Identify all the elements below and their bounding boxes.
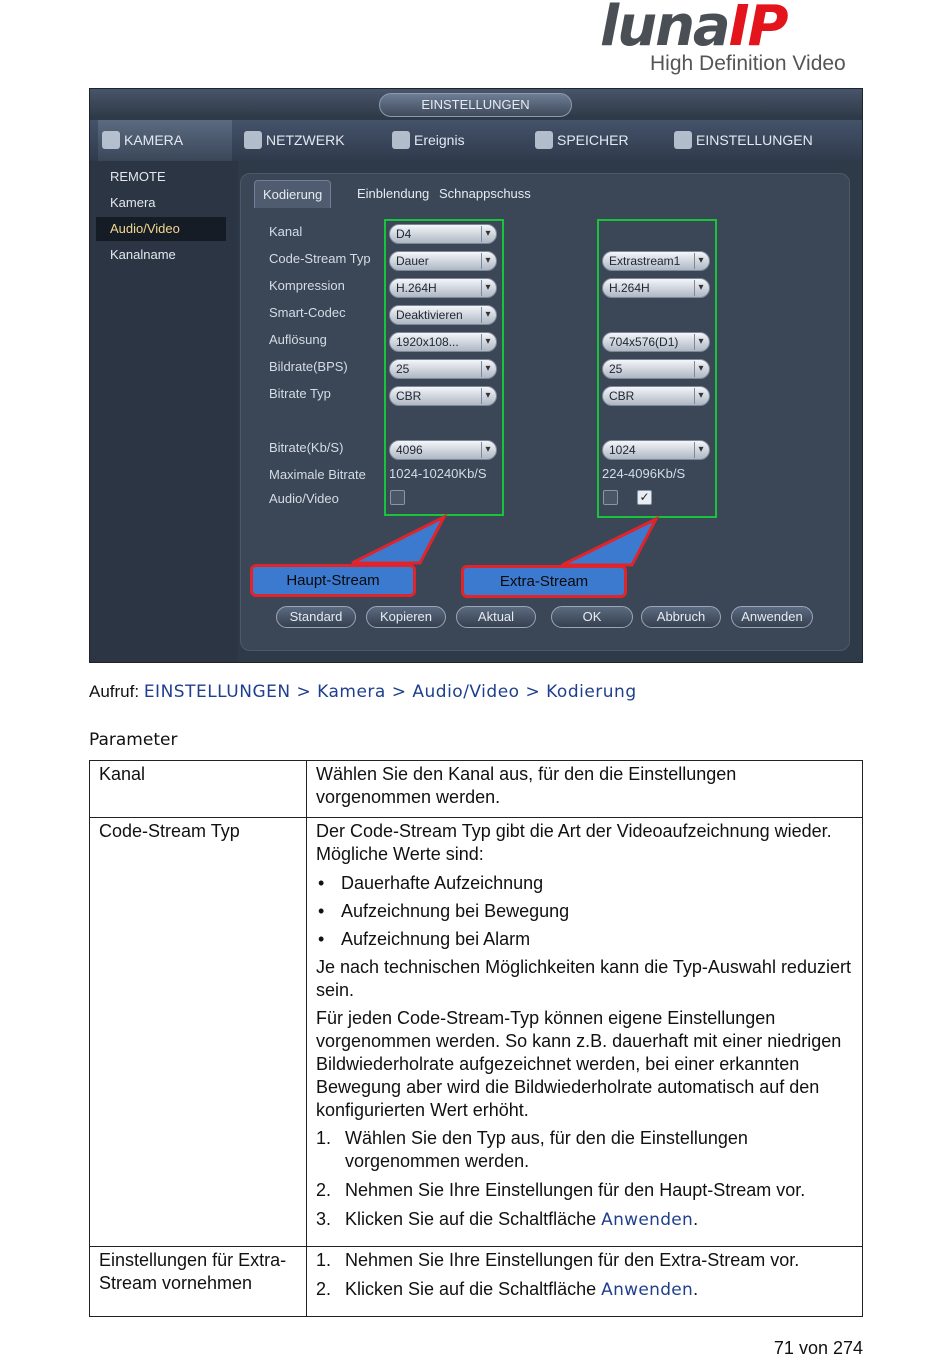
subtab-kodierung[interactable]: Kodierung [254, 180, 331, 208]
main-kompression-select[interactable]: H.264H ▾ [389, 278, 497, 298]
table-row [90, 761, 863, 818]
extra-max-bitrate: 224-4096Kb/S [602, 466, 686, 481]
table-row [90, 818, 863, 1247]
label-bitrate: Bitrate(Kb/S) [269, 440, 344, 455]
label-aufloesung: Auflösung [269, 332, 327, 347]
list-item: 2. Klicken Sie auf die Schaltfläche Anwenden. [316, 1279, 699, 1300]
aktual-button[interactable]: Aktual [456, 606, 536, 628]
extra-aufloesung-select[interactable]: 704x576(D1) ▾ [602, 332, 710, 352]
extra-bitratetyp-select[interactable]: CBR ▾ [602, 386, 710, 406]
kopieren-button[interactable]: Kopieren [366, 606, 446, 628]
tab-einstellungen[interactable]: EINSTELLUNGEN [670, 120, 820, 161]
typ-bullet-list [316, 872, 854, 951]
logo-wordmark: lunaIP [600, 0, 787, 59]
main-bitrate-select[interactable]: 4096 ▾ [389, 440, 497, 460]
anwenden-keyword: Anwenden [601, 1280, 694, 1300]
param-name-kanal: Kanal [90, 761, 307, 818]
label-kanal: Kanal [269, 224, 303, 239]
table-row [90, 1247, 863, 1317]
typ-intro: Der Code-Stream Typ gibt die Art der Videoaufzeichnung wieder. Mögliche Werte sind: [316, 821, 832, 864]
callout-haupt-stream: Haupt-Stream [250, 564, 416, 597]
main-bildrate-select[interactable]: 25 ▾ [389, 359, 497, 379]
list-item: • Dauerhafte Aufzeichnung [316, 872, 854, 895]
main-aufloesung-select[interactable]: 1920x108... ▾ [389, 332, 497, 352]
label-bildrate: Bildrate(BPS) [269, 359, 348, 374]
extra-video-checkbox[interactable]: ✓ [637, 490, 652, 505]
extra-bildrate-select[interactable]: 25 ▾ [602, 359, 710, 379]
extra-kompression-select[interactable]: H.264H ▾ [602, 278, 710, 298]
list-item: 1. Nehmen Sie Ihre Einstellungen für den Extra-Stream vor. [316, 1250, 800, 1270]
page-number: 71 von 274 [773, 1338, 863, 1358]
tab-netzwerk[interactable]: NETZWERK [240, 120, 370, 161]
sidebar-item-remote[interactable]: REMOTE [110, 169, 166, 184]
tab-speicher[interactable]: SPEICHER [531, 120, 661, 161]
label-bitrate-typ: Bitrate Typ [269, 386, 331, 401]
list-item: • Aufzeichnung bei Alarm [316, 928, 854, 951]
typ-paragraph-2: Je nach technischen Möglichkeiten kann die Typ-Auswahl reduziert sein. [316, 957, 851, 1000]
callout-arrow-main [352, 517, 444, 563]
param-desc-code-stream-typ [307, 818, 863, 1247]
main-typ-select[interactable]: Dauer ▾ [389, 251, 497, 271]
list-item: 2. Nehmen Sie Ihre Einstellungen für den Haupt-Stream vor. [316, 1180, 806, 1200]
subtab-schnappschuss[interactable]: Schnappschuss [439, 186, 531, 201]
callout-arrow-extra [562, 519, 656, 565]
callout-extra-stream: Extra-Stream [461, 565, 627, 598]
standard-button[interactable]: Standard [276, 606, 356, 628]
list-item: • Aufzeichnung bei Bewegung [316, 900, 854, 923]
list-item: 1. Wählen Sie den Typ aus, für den die Einstellungen vorgenommen werden. [316, 1128, 748, 1171]
extra-steps [316, 1249, 854, 1302]
label-audio-video: Audio/Video [269, 491, 339, 506]
main-bitratetyp-select[interactable]: CBR ▾ [389, 386, 497, 406]
tab-ereignis[interactable]: Ereignis [388, 120, 518, 161]
main-max-bitrate: 1024-10240Kb/S [389, 466, 487, 481]
tab-kamera[interactable]: KAMERA [98, 120, 232, 161]
sidebar-item-kamera[interactable]: Kamera [110, 195, 156, 210]
label-maximale-bitrate: Maximale Bitrate [269, 467, 366, 482]
label-code-stream-typ: Code-Stream Typ [269, 251, 371, 266]
typ-steps [316, 1127, 854, 1232]
extra-typ-select[interactable]: Extrastream1 ▾ [602, 251, 710, 271]
ok-button[interactable]: OK [551, 606, 633, 628]
section-heading: Parameter [89, 730, 178, 750]
anwenden-keyword: Anwenden [601, 1210, 694, 1230]
logo-tagline: High Definition Video [650, 52, 846, 75]
sidebar-item-kanalname[interactable]: Kanalname [110, 247, 176, 262]
menu-path: EINSTELLUNGEN > Kamera > Audio/Video > Kodierung [143, 682, 637, 702]
sidebar-item-audio-video[interactable]: Audio/Video [96, 217, 226, 241]
dvr-screenshot [89, 88, 863, 663]
parameter-table [89, 760, 863, 1317]
dvr-title: EINSTELLUNGEN [379, 93, 572, 117]
main-kanal-select[interactable]: D4 ▾ [389, 224, 497, 244]
label-smart-codec: Smart-Codec [269, 305, 346, 320]
subtab-einblendung[interactable]: Einblendung [357, 186, 430, 201]
aufruf-line: Aufruf: EINSTELLUNGEN > Kamera > Audio/Video > Kodierung [89, 682, 637, 702]
main-codec-select[interactable]: Deaktivieren ▾ [389, 305, 497, 325]
param-name-code-stream-typ: Code-Stream Typ [90, 818, 307, 1247]
extra-bitrate-select[interactable]: 1024 ▾ [602, 440, 710, 460]
anwenden-button[interactable]: Anwenden [731, 606, 813, 628]
param-desc-extra-stream [307, 1247, 863, 1317]
label-kompression: Kompression [269, 278, 345, 293]
param-desc-kanal: Wählen Sie den Kanal aus, für den die Einstellungen vorgenommen werden. [307, 761, 863, 818]
param-name-extra-stream: Einstellungen für Extra-Stream vornehmen [90, 1247, 307, 1317]
abbruch-button[interactable]: Abbruch [641, 606, 721, 628]
lunaip-logo [600, 0, 865, 80]
typ-paragraph-3: Für jeden Code-Stream-Typ können eigene Einstellungen vorgenommen werden. So kann z.B. dauerhaft mit einer niedrigen Bildwiederholrate aufgezeichnet werden, bei einer erkannten Bewegung aber wird die Bildwiederholrate automatisch auf den konfigurierten Wert erhöht. [316, 1008, 842, 1120]
list-item: 3. Klicken Sie auf die Schaltfläche Anwenden. [316, 1209, 699, 1230]
